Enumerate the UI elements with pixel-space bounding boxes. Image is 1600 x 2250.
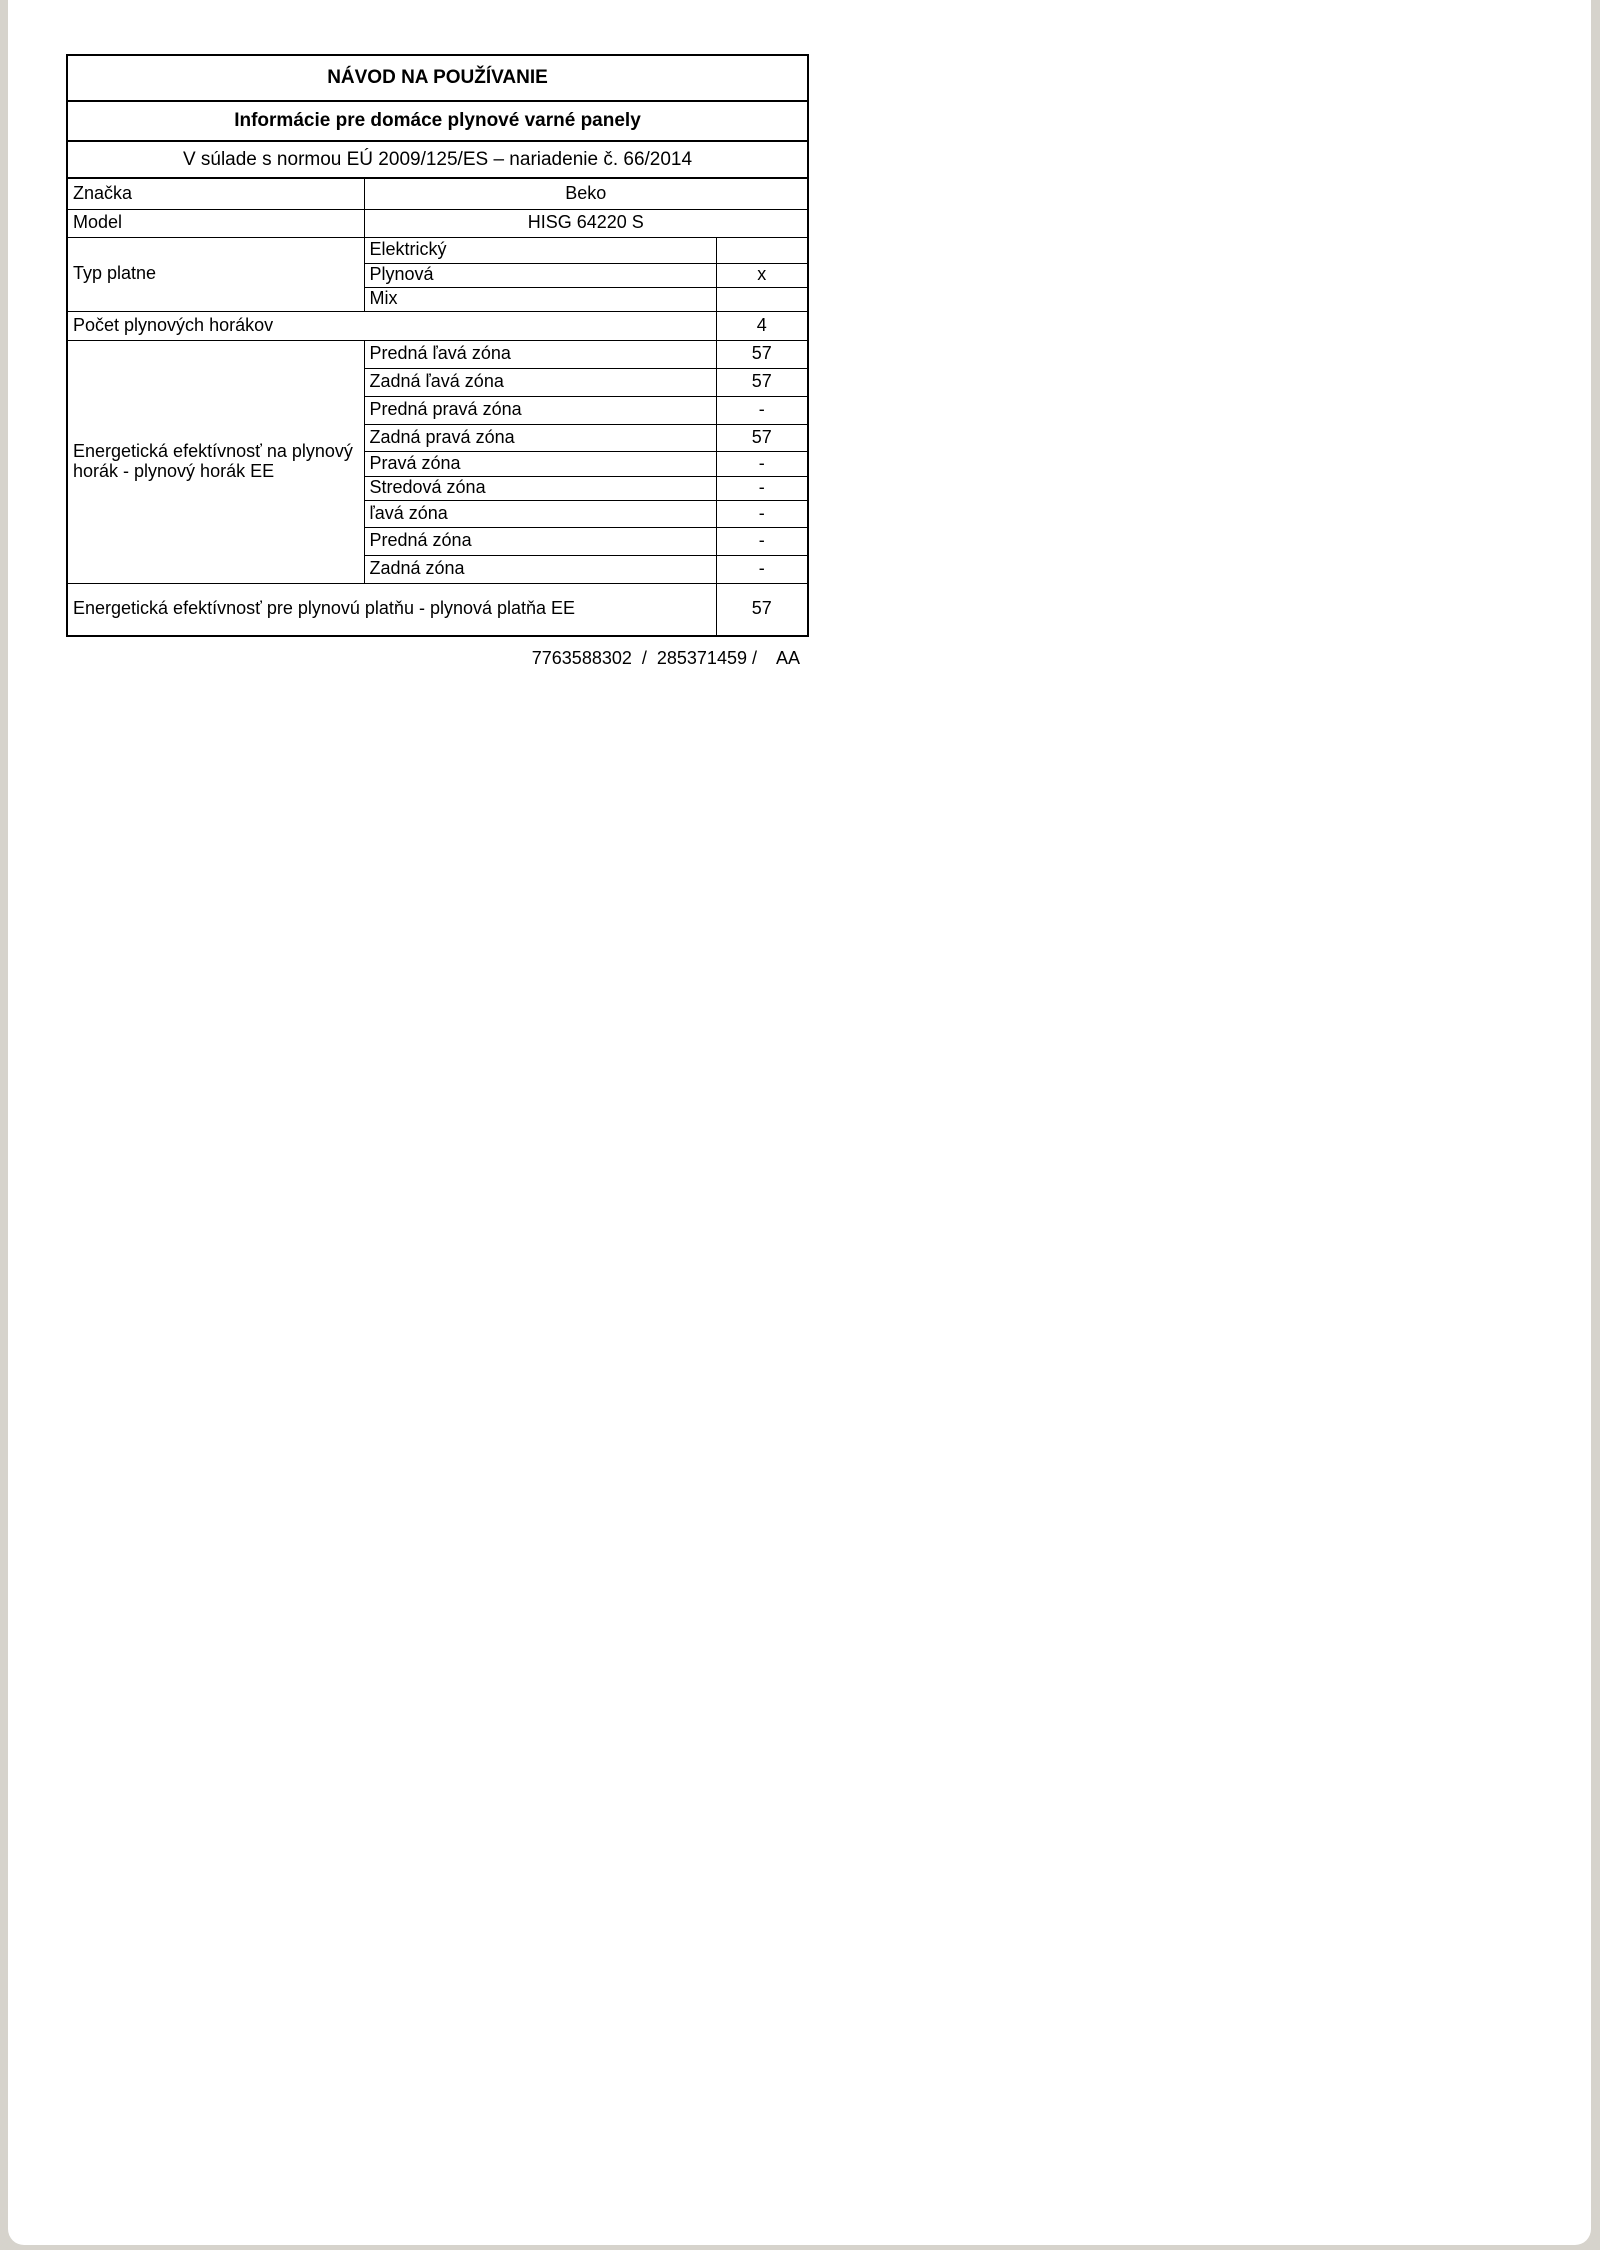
zone-value: - <box>716 451 807 476</box>
sheet-title: NÁVOD NA POUŽÍVANIE <box>68 56 807 102</box>
zone-value: - <box>716 396 807 424</box>
plate-type-option: Elektrický <box>364 237 716 263</box>
zone-name: Predná pravá zóna <box>364 396 716 424</box>
zone-value: - <box>716 476 807 500</box>
table-row-plate-type <box>68 237 807 263</box>
regulation-note: V súlade s normou EÚ 2009/125/ES – nariadenie č. 66/2014 <box>68 142 807 179</box>
energy-info-sheet <box>66 54 809 637</box>
plate-efficiency-value: 57 <box>716 583 807 635</box>
plate-type-label: Typ platne <box>68 237 364 311</box>
plate-type-mark <box>716 237 807 263</box>
model-value: HISG 64220 S <box>364 209 807 237</box>
zone-value: - <box>716 500 807 527</box>
burner-efficiency-label: Energetická efektívnosť na plynový horák - plynový horák EE <box>68 340 364 583</box>
burner-count-label: Počet plynových horákov <box>68 311 716 340</box>
plate-type-option: Plynová <box>364 263 716 287</box>
sheet-subtitle: Informácie pre domáce plynové varné panely <box>68 102 807 142</box>
zone-name: Zadná zóna <box>364 555 716 583</box>
brand-value: Beko <box>364 179 807 209</box>
zone-name: ľavá zóna <box>364 500 716 527</box>
model-label: Model <box>68 209 364 237</box>
zone-name: Predná ľavá zóna <box>364 340 716 368</box>
zone-value: - <box>716 555 807 583</box>
plate-type-mark: x <box>716 263 807 287</box>
document-code: 7763588302 / 285371459 / AA <box>531 648 800 668</box>
zone-name: Predná zóna <box>364 527 716 555</box>
zone-value: 57 <box>716 340 807 368</box>
plate-type-mark <box>716 287 807 311</box>
zone-name: Zadná ľavá zóna <box>364 368 716 396</box>
document-page <box>8 0 1591 2245</box>
table-row-zone <box>68 340 807 368</box>
zone-value: 57 <box>716 424 807 451</box>
zone-value: - <box>716 527 807 555</box>
table-row-brand <box>68 179 807 209</box>
table-row-model <box>68 209 807 237</box>
plate-efficiency-label: Energetická efektívnosť pre plynovú platňu - plynová platňa EE <box>68 583 716 635</box>
plate-type-option: Mix <box>364 287 716 311</box>
table-row-burner-count <box>68 311 807 340</box>
zone-value: 57 <box>716 368 807 396</box>
table-row-plate-efficiency <box>68 583 807 635</box>
zone-name: Pravá zóna <box>364 451 716 476</box>
brand-label: Značka <box>68 179 364 209</box>
zone-name: Stredová zóna <box>364 476 716 500</box>
specification-table <box>68 179 807 635</box>
burner-count-value: 4 <box>716 311 807 340</box>
zone-name: Zadná pravá zóna <box>364 424 716 451</box>
